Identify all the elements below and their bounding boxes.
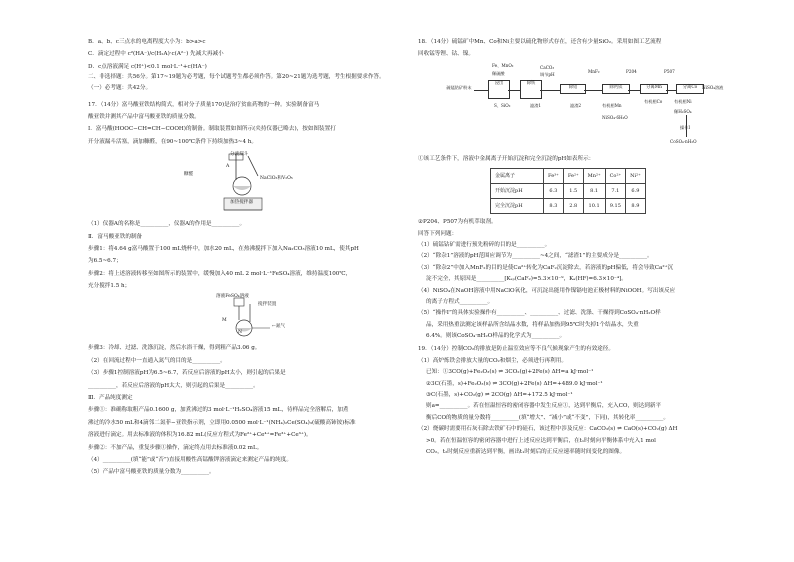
q17-line: 开分液漏斗活塞，滴加糠醛，在90~100℃条件下持续加热3~4 h。	[88, 138, 257, 145]
flow-start: 硫锰钴矿粉末	[446, 84, 472, 90]
q17-line: 溶液进行滴定。用去标准液的体积为16.82 mL(反应方程式为Fe²⁺+Ce⁴⁺=Fe³⁺+Ce³⁺)。	[88, 432, 312, 439]
table-cell: 开始沉淀pH	[491, 184, 544, 199]
q18-part2: （2）“除杂1”溶液的pH范围应调节为__________~4之间，“滤渣1”的主要成分是__________。	[418, 253, 653, 260]
flow-box: 除铁	[520, 80, 542, 99]
apparatus-figure-1	[88, 150, 388, 216]
q17-line: 步骤②：不加产品，重复步骤①操作，滴定终点用去标准液0.02 mL。	[88, 444, 263, 451]
table-header: 金属离子	[491, 169, 544, 184]
table-header: Mn²⁺	[583, 169, 605, 184]
flow-output: S、SiO₂	[494, 102, 511, 108]
apparatus-figure-2	[88, 294, 388, 340]
flow-input: 调节pH	[540, 71, 555, 77]
table-cell: 8.9	[626, 199, 646, 214]
q17-line: 17．（14分）富马酸亚铁结构简式，相对分子质量170)是治疗贫血药物的一种。实验制备富马	[88, 101, 320, 108]
table-header-row	[491, 169, 646, 184]
q17-line: 步骤3：冷却、过滤、洗涤沉淀，然后水浴干燥，得到粗产品3.06 g。	[88, 345, 261, 352]
flow-arrow	[584, 90, 602, 91]
process-flowchart	[418, 62, 724, 151]
flow-output: NiSO₄·6H₂O	[602, 114, 628, 120]
flow-box: 分离Mn	[640, 84, 668, 94]
table-cell: 7.1	[605, 184, 625, 199]
nitrogen-label: ←氮气	[272, 324, 286, 330]
table-row	[491, 184, 646, 199]
flow-input: Fe、MnO₂	[492, 62, 514, 68]
heater-label: 加热搅拌器	[230, 200, 253, 206]
question-19	[418, 344, 718, 458]
instrument-a-label: A	[226, 164, 230, 170]
q19-line: >0。若在恒温恒容的密闭容器中进行上述反应达到平衡后，在t₁时刻向平衡体系中充入1 mol	[426, 437, 656, 444]
stirrer-label: 搅拌装置	[258, 302, 277, 308]
q19-equation: ③C(石墨，s)+CO₂(g) ⇌ 2CO(g) ΔH=+172.5 kJ·mol⁻¹	[426, 392, 573, 399]
q18-part3: （3）“除杂2”中加入MnF₂的目的是使Ca²⁺转化为CaF₂沉淀除去，若溶液的pH偏低，将会导致Ca²⁺沉	[418, 264, 674, 271]
q17-part4: （4）__________(填“能”或“否”)直接用酸性高锰酸钾溶液滴定来测定产品的纯度。	[88, 456, 292, 463]
flow-output: 有机相Ni	[674, 98, 692, 104]
table-cell: 10.1	[583, 199, 605, 214]
flask-heater-diagram	[196, 150, 316, 216]
flow-arrow	[628, 90, 640, 91]
flow-input: 稀硫酸	[492, 70, 505, 76]
flow-input: MnF₂	[588, 68, 600, 74]
flow-input: P204	[626, 68, 637, 74]
flow-arrow	[666, 90, 676, 91]
q19-line: 19．（14分）控制CO₂的排放是防止温室效应等不良气候现象产生的有效途径。	[418, 346, 614, 353]
flow-input: CaCO₃	[540, 64, 555, 70]
q17-line: Ⅰ．富马酸(HOOC−CH=CH−COOH)的制备。制取装置如图所示(夹持仪器已略去)，按如图装置打	[88, 126, 336, 133]
flow-vline	[686, 115, 687, 137]
table-cell: 8.3	[544, 199, 564, 214]
right-column	[418, 36, 724, 458]
question-17	[88, 99, 388, 479]
q19-equation: 已知：①3CO(g)+Fe₂O₃(s) ⇌ 3CO₂(g)+2Fe(s) ΔH=a kJ·mol⁻¹	[426, 369, 594, 376]
left-column	[88, 36, 388, 479]
q18-part5-cont: 6.4%。则该CoSO₄·nH₂O样品的化学式为__________。	[426, 333, 566, 340]
table-cell: 9.15	[605, 199, 625, 214]
q18-part4: （4）NiSO₄在NaOH溶液中用NaClO氧化，可沉淀出能用作镍镉电池正极材料的NiOOH。写出该反应	[418, 287, 676, 294]
flow-arrow	[474, 90, 488, 91]
q17-part5: （5）产品中富马酸亚铁的质量分数为__________。	[88, 469, 215, 476]
table-cell: 1.5	[563, 184, 583, 199]
q18-part5-cont: 品，采用热重法测定该样品所含结晶水数，将样品加热到95℃时失掉1个结晶水，失重	[426, 321, 639, 328]
q18-line: ①该工艺条件下，溶液中金属离子开始沉淀和完全沉淀的pH如表所示：	[418, 155, 595, 162]
required-heading: （一）必考题：共42分。	[88, 85, 152, 92]
furfural-label: 糠醛	[184, 172, 194, 178]
m-label: M	[222, 318, 227, 324]
question-18	[418, 36, 724, 342]
q17-line: 步骤2：将上述溶液转移至如图所示的装置中，缓慢加入40 mL 2 mol·L⁻¹FeSO₄溶液，维持温度100℃，	[88, 270, 352, 277]
q18-line: 回收锰等锂、钴、镍。	[418, 51, 474, 58]
reagent-label: NaClO₃和V₂O₅	[260, 176, 293, 182]
q19-part2: （2）烧碳时需要用石灰石除去铁矿石中的硅石，该过程中涉及反应：CaCO₃(s) ⇌ CaO(s)+CO₂(g) ΔH	[418, 426, 678, 433]
table-header: Ni²⁺	[626, 169, 646, 184]
table-header: Fe²⁺	[563, 169, 583, 184]
q18-part3-cont: 淀不完全，其原因是__________[Kₛₚ(CaF₂)=5.3×10⁻⁹，Kₐ(HF)=6.3×10⁻⁴]。	[426, 276, 627, 283]
feso4-label: 溶液FeSO₄溶液	[216, 294, 249, 300]
table-cell: 6.3	[544, 184, 564, 199]
table-cell: 8.1	[583, 184, 605, 199]
q17-line: 充分搅拌1.5 h；	[88, 283, 131, 290]
q18-line: 回答下列问题：	[418, 230, 458, 237]
table-cell: 2.8	[563, 199, 583, 214]
q18-part5: （5）“操作Ⅰ”的具体实验操作有__________、__________、过滤、洗涤、干燥得到CoSO₄·nH₂O样	[418, 310, 661, 317]
flow-output: 稀H₂SO₄	[674, 108, 692, 114]
flow-box: 分离Co	[676, 84, 704, 94]
option-d: D．c点溶液满足 c(H⁺)<0.1 mol·L⁻¹+c(HA⁻)	[88, 63, 207, 70]
flow-box: 除铝	[560, 84, 586, 94]
table-cell: 6.9	[626, 184, 646, 199]
ion-ph-table	[490, 168, 646, 214]
flow-output: NiSO₄溶液	[702, 84, 724, 90]
table-header: Co²⁺	[605, 169, 625, 184]
q19-line: 衡后CO的物质的量分数将__________(填“增大”、“减小”或“不变”，下同)，其转化率__________。	[426, 414, 669, 421]
flow-output: 有机相Mn	[602, 102, 622, 108]
n-label: N	[238, 330, 243, 336]
q17-part2: （2）在回流过程中一直通入氮气的目的是__________。	[88, 357, 226, 364]
q18-line: ②P204、P507为有机萃取剂。	[418, 219, 497, 226]
table-header: Fe³⁺	[544, 169, 564, 184]
q19-equation: ②3C(石墨，s)+Fe₂O₃(s) ⇌ 3CO(g)+2Fe(s) ΔH=+489.0 kJ·mol⁻¹	[426, 380, 603, 387]
flow-arrow	[508, 90, 520, 91]
flow-output: 滤渣1	[530, 102, 542, 108]
table-row	[491, 199, 646, 214]
flow-output: 有机相Co	[644, 98, 663, 104]
flow-output: CoSO₄·nH₂O	[670, 138, 697, 144]
q18-line: 18．（14分）硫锰矿中Mn、Co和Ni主要以硫化物形式存在，还含有少量SiO₂。采用如图工艺流程	[418, 39, 662, 45]
flow-box: 浸出	[488, 80, 510, 99]
q19-part1: （1）高炉炼铁会排放大量的CO₂和烟尘，必须进行再利用。	[418, 357, 567, 364]
flow-output: 滤渣2	[570, 102, 582, 108]
q17-line: 步骤1：将4.64 g富马酸置于100 mL烧杯中，加水20 mL，在热沸搅拌下加入Na₂CO₃溶液10 mL，使其pH	[88, 245, 359, 252]
flow-input: P507	[664, 68, 675, 74]
q17-part1: （1）仪器A的名称是__________，仪器A的作用是__________。	[88, 221, 246, 228]
q19-line: 则a=__________。若在恒温恒容的密闭容器中发生反应①，达到平衡后，充入CO，则达到新平	[426, 403, 662, 410]
option-b: B．a、b、c三点水的电离程度大小为：b>a>c	[88, 39, 206, 45]
q18-part1: （1）硫锰钴矿需进行预先粉碎的目的是__________。	[418, 241, 551, 248]
q17-part3-cont: __________，若反应后溶液的pH太大，则引起的后果是__________。	[88, 382, 259, 389]
q18-part4-cont: 的离子方程式__________。	[426, 298, 494, 305]
flow-output: 操作Ⅰ	[680, 124, 691, 130]
q17-line: 沸过的冷水50 mL和4滴邻二氮菲−亚铁指示剂，立即用0.0500 mol·L⁻¹(NH₄)₂Ce(SO₄)₃(硫酸高铈铵)标准	[88, 419, 356, 426]
flow-box: 除钙镁	[602, 84, 630, 94]
q17-line: 为6.5~6.7；	[88, 258, 122, 265]
q19-line: CO₂，t₂时刻反应重新达到平衡，画出t₁时刻后的正反应速率随时间变化的图像。	[426, 448, 626, 455]
table-cell: 完全沉淀pH	[491, 199, 544, 214]
q17-line: 酸亚铁并测其产品中富马酸亚铁的质量分数。	[88, 113, 200, 120]
q17-line: Ⅱ．富马酸亚铁的制备	[88, 233, 143, 240]
q17-section3: Ⅲ．产品纯度测定	[88, 395, 133, 402]
q17-part3: （3）步骤1控制溶液pH为6.5~6.7，若反应后溶液的pH太小，则引起的后果是	[88, 370, 286, 377]
flow-arrow	[540, 90, 560, 91]
q16-options	[88, 36, 388, 95]
q17-line: 步骤①：准确称取粗产品0.1600 g，加煮沸过的3 mol·L⁻¹H₂SO₄溶液15 mL，待样品完全溶解后，加煮	[88, 407, 349, 414]
section-heading: 二、非选择题：共56分。第17~19题为必考题，每个试题考生都必须作答。第20~21题为选考题，考生根据要求作答。	[88, 74, 385, 81]
funnel-label: 分液漏斗	[230, 152, 249, 158]
option-c: C．滴定过程中 c²(HA⁻)/c(H₂A)·c(A²⁻) 先减大再减小	[88, 51, 224, 58]
